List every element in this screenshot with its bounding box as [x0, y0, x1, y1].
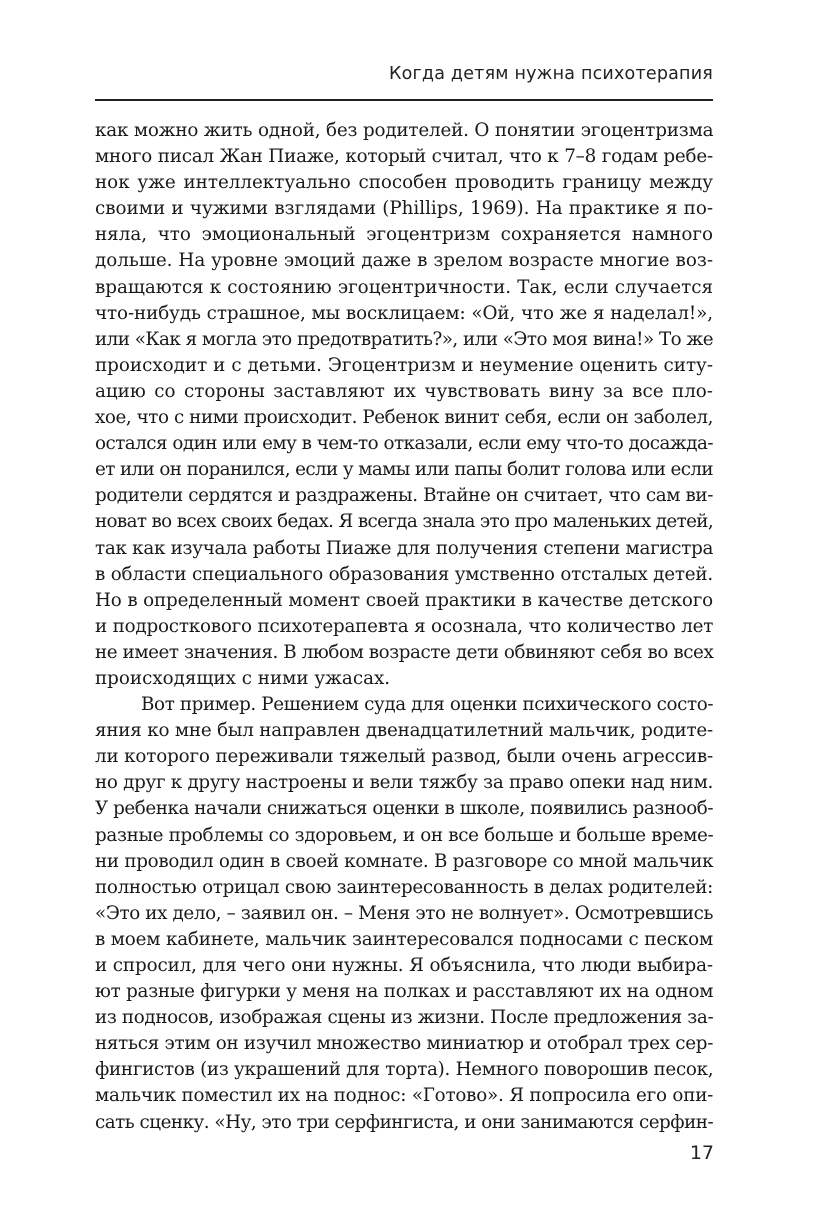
text-line: так как изучала работы Пиаже для получения степени магистра — [95, 537, 714, 559]
text-line: или «Как я могла это предотвратить?», или «Это моя вина!» То же — [95, 328, 713, 350]
text-line: как можно жить одной, без родителей. О понятии эгоцентризма — [95, 120, 714, 141]
text-line: ет или он поранился, если у мамы или папы болит голова или если — [95, 459, 713, 481]
text-line: но друг к другу настроены и вели тяжбу за право опеки над ним. — [95, 772, 714, 794]
text-line: сать сценку. «Ну, это три серфингиста, и они занимаются серфин- — [95, 1111, 714, 1133]
text-line: У ребенка начали снижаться оценки в школе, появились разнооб- — [95, 798, 714, 820]
text-line: в области специального образования умственно отсталых детей. — [95, 563, 713, 585]
text-line: няться этим он изучил множество миниатюр и отобрал трех сер- — [95, 1033, 714, 1055]
text-line: вращаются к состоянию эгоцентричности. Так, если случается — [95, 276, 713, 298]
text-line: няла, что эмоциональный эгоцентризм сохраняется намного — [95, 224, 713, 246]
text-line: остался один или ему в чем-то отказали, если ему что-то досажда- — [95, 433, 713, 455]
text-line: не имеет значения. В любом возрасте дети обвиняют себя во всех — [95, 641, 714, 663]
text-line: происходящих с ними ужасах. — [95, 667, 391, 689]
text-line: ни проводил один в своей комнате. В разговоре со мной мальчик — [95, 850, 714, 872]
text-line: в моем кабинете, мальчик заинтересовался подносами с песком — [95, 928, 713, 950]
text-line: дольше. На уровне эмоций даже в зрелом возрасте многие воз- — [95, 250, 713, 272]
text-line: происходит и с детьми. Эгоцентризм и неумение оценить ситу- — [95, 354, 713, 376]
text-line: из подносов, изображая сцены из жизни. После предложения за- — [95, 1007, 714, 1029]
text-line: мальчик поместил их на поднос: «Готово». Я попросила его опи- — [95, 1085, 714, 1107]
running-header: Когда детям нужна психотерапия — [389, 64, 713, 84]
text-line: разные проблемы со здоровьем, и он все больше и больше време- — [95, 824, 714, 846]
text-line: «Это их дело, – заявил он. – Меня это не волнует». Осмотревшись — [95, 902, 714, 924]
header-rule — [95, 99, 713, 101]
text-line: и спросил, для чего они нужны. Я объяснила, что люди выбира- — [95, 955, 713, 976]
text-line: много писал Жан Пиаже, который считал, что к 7–8 годам ребе- — [95, 146, 713, 168]
text-line: фингистов (из украшений для торта). Немного поворошив песок, — [95, 1059, 714, 1081]
text-line: родители сердятся и раздражены. Втайне он считает, что сам ви- — [95, 485, 713, 507]
text-line: ацию со стороны заставляют их чувствовать вину за все пло- — [95, 380, 713, 402]
text-line: хое, что с ними происходит. Ребенок винит себя, если он заболел, — [95, 407, 713, 429]
text-line: что-нибудь страшное, мы восклицаем: «Ой, что же я наделал!», — [95, 302, 713, 324]
text-line: яния ко мне был направлен двенадцатилетний мальчик, родите- — [95, 720, 713, 742]
body-text — [95, 118, 713, 1136]
text-line: ют разные фигурки у меня на полках и расставляют их на одном — [95, 981, 714, 1003]
text-line: новат во всех своих бедах. Я всегда знала это про маленьких детей, — [95, 511, 713, 533]
text-line: ли которого переживали тяжелый развод, были очень агрессив- — [95, 746, 713, 768]
text-line: полностью отрицал свою заинтересованность в делах родителей: — [95, 876, 713, 898]
text-line: нок уже интеллектуально способен проводить границу между — [95, 172, 713, 194]
text-line: Но в определенный момент своей практики в качестве детского — [95, 589, 713, 611]
text-line: и подросткового психотерапевта я осознала, что количество лет — [95, 615, 714, 637]
paragraph-2 — [95, 692, 713, 1136]
page-number: 17 — [689, 1142, 714, 1164]
paragraph-1 — [95, 118, 713, 692]
text-line: Вот пример. Решением суда для оценки психического состо- — [141, 694, 714, 716]
text-line: своими и чужими взглядами (Phillips, 1969). На практике я по- — [95, 198, 713, 220]
